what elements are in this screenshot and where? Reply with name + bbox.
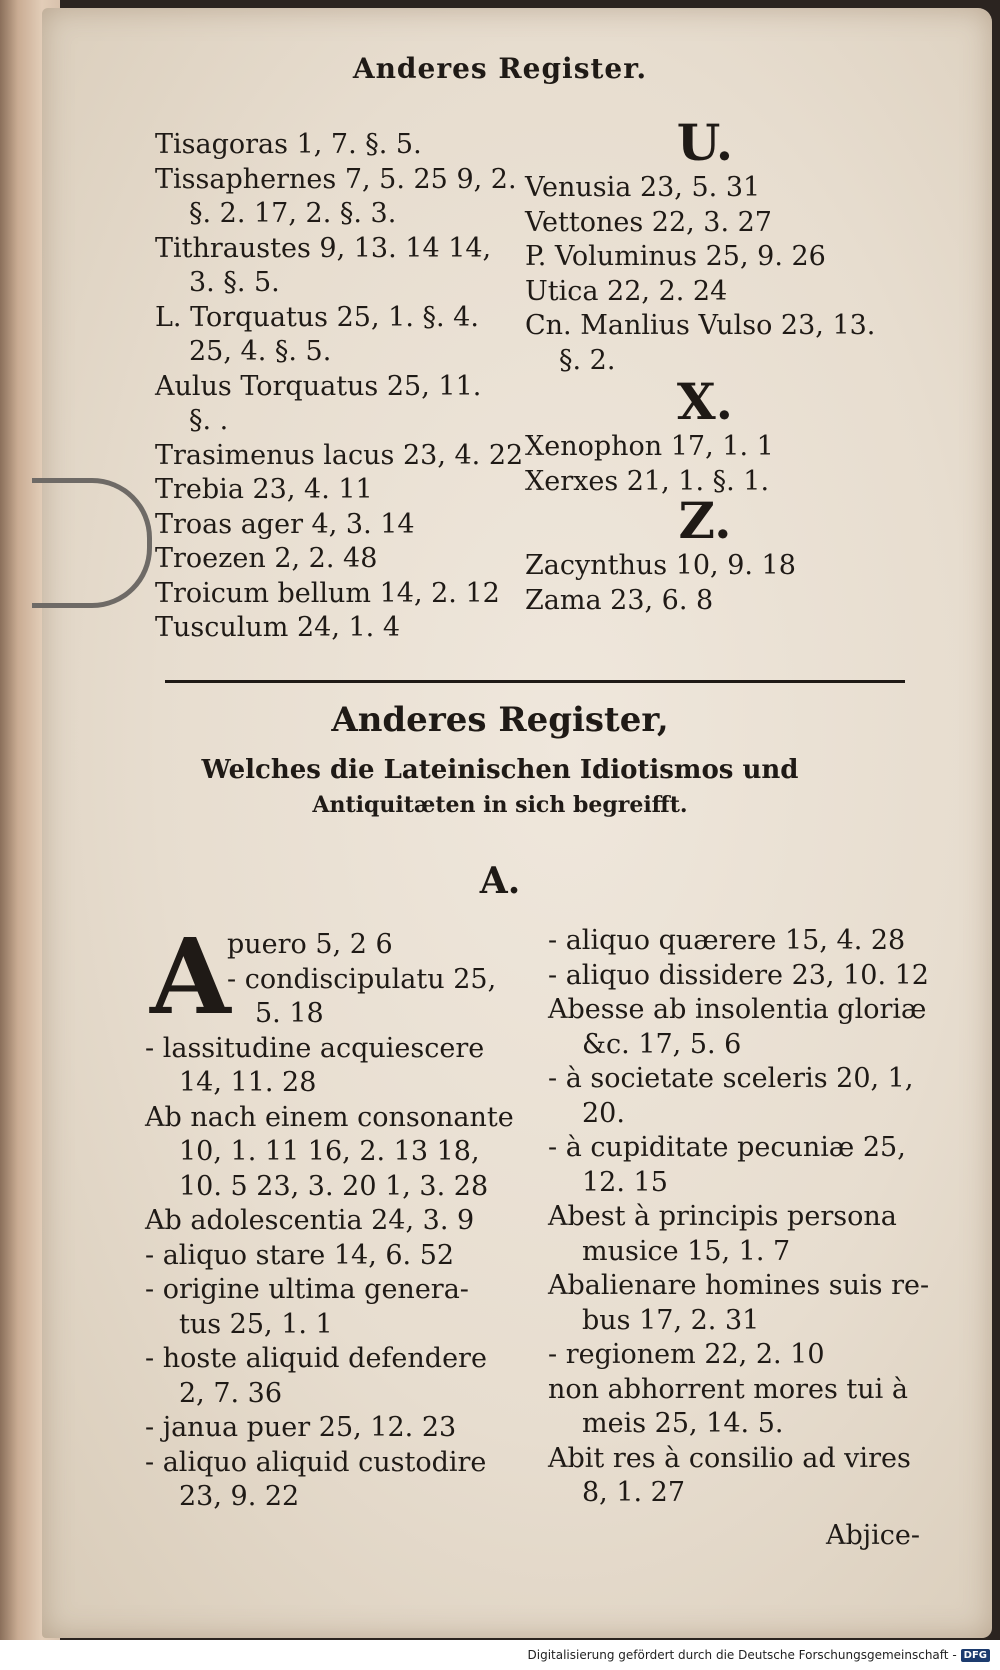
index-entry: &c. 17, 5. 6 [582, 1028, 742, 1060]
index-entry: puero 5, 2 6 [227, 929, 393, 960]
index-entry: 2, 7. 36 [179, 1377, 283, 1409]
index-entry: Tissaphernes 7, 5. 25 9, 2. [155, 163, 517, 195]
index-entry: Abalienare homines suis re- [548, 1270, 930, 1301]
entries-z [525, 549, 885, 618]
index-entry: 10, 1. 11 16, 2. 13 18, [179, 1136, 480, 1167]
index-entry: Xenophon 17, 1. 1 [525, 431, 774, 462]
index-entry: Abest à principis persona [548, 1201, 897, 1232]
index-entry: Troezen 2, 2. 48 [155, 543, 378, 574]
catchword: Abjice- [825, 1520, 920, 1551]
footer-text: Digitalisierung gefördert durch die Deutsche Forschungsgemeinschaft - [527, 1648, 957, 1662]
index-entry: Vettones 22, 3. 27 [525, 206, 772, 238]
index-entry: 8, 1. 27 [582, 1477, 686, 1508]
index-entry: P. Voluminus 25, 9. 26 [525, 241, 826, 272]
index-entry: Trebia 23, 4. 11 [155, 474, 373, 505]
drop-cap: A [150, 915, 231, 1038]
index-entry: musice 15, 1. 7 [582, 1235, 791, 1267]
index-entry: - janua puer 25, 12. 23 [145, 1412, 457, 1443]
register1-left-column [155, 128, 524, 646]
index-entry: Ab adolescentia 24, 3. 9 [145, 1205, 475, 1236]
index-entry: Utica 22, 2. 24 [525, 275, 728, 307]
index-entry: Abesse ab insolentia gloriæ [548, 994, 927, 1025]
running-head: Anderes Register. [352, 52, 648, 85]
index-entry: Aulus Torquatus 25, 11. [155, 370, 482, 402]
digitization-footer [0, 1640, 1000, 1670]
index-entry: - condiscipulatu 25, [227, 963, 497, 995]
dfg-logo: DFG [961, 1649, 990, 1662]
section-letter-a: A. [479, 860, 521, 902]
index-entry: meis 25, 14. 5. [582, 1408, 784, 1439]
index-entry: Tithraustes 9, 13. 14 14, [155, 232, 492, 264]
index-entry: - aliquo aliquid custodire [145, 1446, 487, 1478]
index-entry: Zacynthus 10, 9. 18 [525, 550, 796, 581]
index-entry: Xerxes 21, 1. §. 1. [525, 465, 770, 497]
index-entry: Tisagoras 1, 7. §. 5. [155, 129, 422, 160]
register2-left-column [145, 928, 525, 1515]
register2-subtitle-line1: Welches die Lateinischen Idiotismos und [201, 755, 799, 785]
index-entry: - aliquo stare 14, 6. 52 [145, 1239, 455, 1271]
entries-x [525, 430, 885, 499]
index-entry: bus 17, 2. 31 [582, 1304, 760, 1336]
section-letter-z: Z. [678, 491, 732, 550]
index-entry: Venusia 23, 5. 31 [525, 172, 761, 203]
register2-right-column [548, 924, 948, 1511]
index-entry: - à cupiditate pecuniæ 25, [548, 1132, 906, 1163]
paper-clip [32, 478, 152, 608]
index-entry: Tusculum 24, 1. 4 [155, 612, 401, 643]
index-entry: Trasimenus lacus 23, 4. 22 [155, 439, 524, 471]
index-entry: - origine ultima genera- [145, 1274, 469, 1305]
index-entry: §. . [189, 405, 229, 436]
index-entry: 23, 9. 22 [179, 1481, 300, 1512]
index-entry: - à societate sceleris 20, 1, [548, 1063, 914, 1094]
index-entry: 10. 5 23, 3. 20 1, 3. 28 [179, 1170, 489, 1202]
index-entry: 14, 11. 28 [179, 1067, 317, 1098]
index-entry: 20. [582, 1097, 625, 1129]
index-entry: Ab nach einem consonante [145, 1101, 514, 1133]
section-letter-u: U. [676, 113, 734, 172]
index-entry: §. 2. 17, 2. §. 3. [189, 198, 397, 229]
index-entry: tus 25, 1. 1 [179, 1308, 333, 1340]
index-entry: Troas ager 4, 3. 14 [155, 508, 415, 540]
index-entry: Zama 23, 6. 8 [525, 584, 714, 616]
index-entry: - aliquo dissidere 23, 10. 12 [548, 959, 929, 991]
index-entry: Abit res à consilio ad vires [548, 1442, 911, 1474]
register1-right-column [525, 115, 885, 618]
index-entry: - lassitudine acquiescere [145, 1032, 485, 1064]
register2-subtitle-line2: Antiquitæten in sich begreifft. [312, 792, 688, 818]
section-letter-x: X. [676, 372, 734, 431]
index-entry: 3. §. 5. [189, 267, 280, 298]
entries-u [525, 171, 885, 378]
index-entry: Cn. Manlius Vulso 23, 13. [525, 310, 876, 341]
index-entry: - regionem 22, 2. 10 [548, 1339, 825, 1370]
index-entry: 5. 18 [255, 998, 324, 1029]
index-entry: non abhorrent mores tui à [548, 1373, 908, 1405]
index-entry: 25, 4. §. 5. [189, 336, 332, 367]
index-entry: - hoste aliquid defendere [145, 1343, 487, 1374]
index-entry: §. 2. [559, 344, 616, 376]
register2-title: Anderes Register, [331, 700, 669, 740]
index-entry: L. Torquatus 25, 1. §. 4. [155, 301, 479, 333]
index-entry: - aliquo quærere 15, 4. 28 [548, 925, 906, 956]
index-entry: Troicum bellum 14, 2. 12 [155, 577, 500, 609]
section-divider [165, 680, 905, 683]
index-entry: 12. 15 [582, 1166, 668, 1198]
